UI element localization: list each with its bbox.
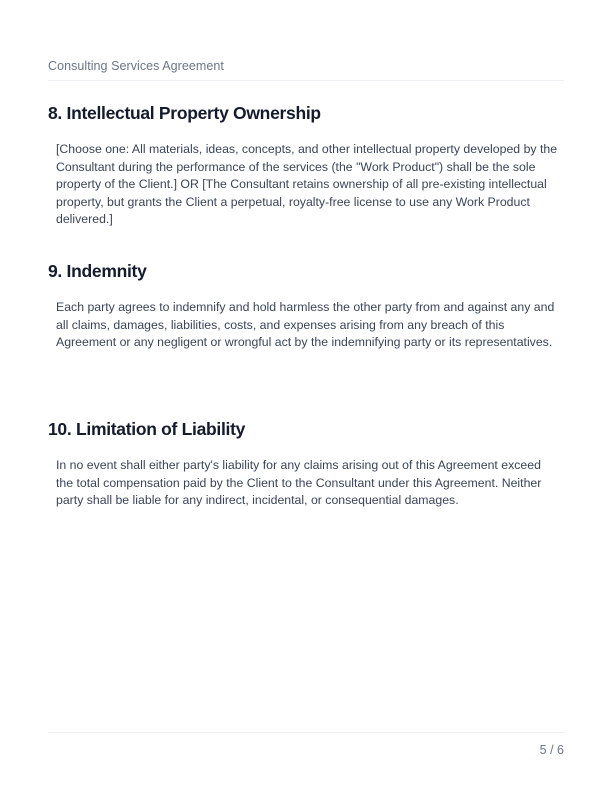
section-heading: 10. Limitation of Liability (48, 419, 246, 439)
section-intellectual-property (48, 102, 564, 229)
page-number: 5 / 6 (539, 743, 564, 757)
section-paragraph: In no event shall either party's liability for any claims arising out of this Agreement exceed the total compensation paid by the Client to the Consultant under this Agreement. Neither party shall be liable for any indirect, incidental, or consequential damages. (56, 458, 542, 507)
footer-divider (48, 732, 564, 733)
section-limitation-of-liability (48, 418, 564, 510)
section-paragraph: [Choose one: All materials, ideas, concepts, and other intellectual property developed by the Consultant during the performance of the services (the "Work Product") shall be the sole property of the Client.] OR [The Consultant retains ownership of all pre-existing intellectual property, but grants the Client a perpetual, royalty-free license to use any Work Product delivered.] (56, 142, 558, 226)
section-indemnity (48, 260, 564, 352)
section-heading: 8. Intellectual Property Ownership (48, 103, 321, 123)
section-paragraph: Each party agrees to indemnify and hold harmless the other party from and against any and all claims, damages, liabilities, costs, and expenses arising from any breach of this Agreement or any negligent or wrongful act by the indemnifying party or its representatives. (56, 300, 555, 349)
section-heading: 9. Indemnity (48, 261, 147, 281)
document-title-header: Consulting Services Agreement (48, 59, 224, 73)
header-divider (48, 80, 564, 81)
